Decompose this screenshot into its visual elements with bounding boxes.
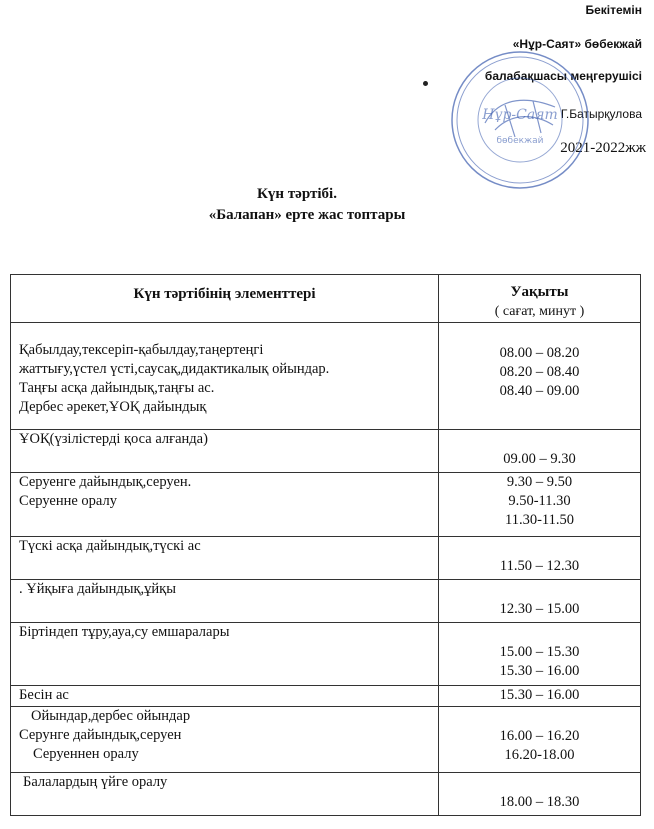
time-text: 15.30 – 16.00 [499,663,580,679]
time-text: 11.50 – 12.30 [499,558,580,574]
official-stamp-seal [445,45,595,195]
bullet-dot [423,81,428,86]
activity-text: Қабылдау,тексеріп-қабылдау,таңертеңгі [19,342,264,358]
activity-text: Серунге дайындық,серуен [19,727,182,743]
activity-cell [11,773,439,816]
schedule-title: Күн тәртібі. [257,186,337,202]
time-cell [439,580,641,623]
time-text: 08.00 – 08.20 [499,345,580,361]
activity-cell [11,707,439,773]
time-text: 15.30 – 16.00 [499,687,580,703]
activity-text: Балалардың үйге оралу [23,774,168,790]
activity-text: Біртіндеп тұру,ауа,су емшаралары [19,624,230,640]
time-text: 11.30-11.50 [504,512,574,528]
time-text: 16.20-18.00 [504,747,575,763]
time-text: 12.30 – 15.00 [499,601,580,617]
activity-text: Серуеннен оралу [33,746,139,762]
table-row [11,323,641,430]
table-row [11,686,641,707]
activity-text: жаттығу,үстел үсті,саусақ,дидактикалық ойындар. [19,361,330,377]
activity-text: Бесін ас [19,687,69,703]
activity-cell [11,686,439,707]
activity-text: . Ұйқыға дайындық,ұйқы [19,581,176,597]
daily-schedule-table [10,274,641,816]
header-elements [11,275,439,323]
time-text: 08.40 – 09.00 [499,383,580,399]
activity-text: Таңғы асқа дайындық,таңғы ас. [19,380,215,396]
activity-cell [11,580,439,623]
activity-text: ҰОҚ(үзілістерді қоса алғанда) [19,431,208,447]
time-cell [439,707,641,773]
activity-text: Түскі асқа дайындық,түскі ас [19,538,201,554]
director-name: Г.Батырқулова [560,107,642,121]
svg-text:бөбекжай: бөбекжай [496,136,544,146]
time-text: 09.00 – 9.30 [503,451,576,467]
time-text: 9.30 – 9.50 [506,474,573,490]
activity-cell [11,537,439,580]
academic-year: 2021-2022жж [560,140,646,156]
activity-cell [11,623,439,686]
time-text: 15.00 – 15.30 [499,644,580,660]
table-row [11,773,641,816]
approval-heading: Бекітемін [585,3,642,17]
table-row [11,707,641,773]
time-cell [439,323,641,430]
time-cell [439,430,641,473]
time-cell [439,773,641,816]
group-name-title: «Балапан» ерте жас топтары [208,207,406,223]
svg-text:Нұр-Саят: Нұр-Саят [482,107,558,123]
activity-text: Серуенге дайындық,серуен. [19,474,192,490]
header-time-label: Уақыты [510,284,569,300]
table-row [11,623,641,686]
header-elements-label: Күн тәртібінің элементтері [133,286,316,302]
time-cell [439,537,641,580]
time-text: 08.20 – 08.40 [499,364,580,380]
table-row [11,580,641,623]
activity-text: Дербес әрекет,ҰОҚ дайындық [19,399,207,415]
activity-cell [11,430,439,473]
time-cell [439,623,641,686]
time-cell [439,686,641,707]
time-text: 18.00 – 18.30 [499,794,580,810]
time-text: 16.00 – 16.20 [499,728,580,744]
activity-text: Ойындар,дербес ойындар [31,708,191,724]
kindergarten-name: «Нұр-Саят» бөбекжай [512,37,642,51]
table-row [11,473,641,537]
director-position: балабақшасы меңгерушісі [484,69,642,83]
table-row [11,430,641,473]
table-row [11,537,641,580]
time-cell [439,473,641,537]
activity-cell [11,473,439,537]
header-time-units: ( сағат, минут ) [494,304,585,319]
header-time [439,275,641,323]
activity-text: Серуенне оралу [19,493,117,509]
table-header-row [11,275,641,323]
activity-cell [11,323,439,430]
time-text: 9.50-11.30 [508,493,571,509]
